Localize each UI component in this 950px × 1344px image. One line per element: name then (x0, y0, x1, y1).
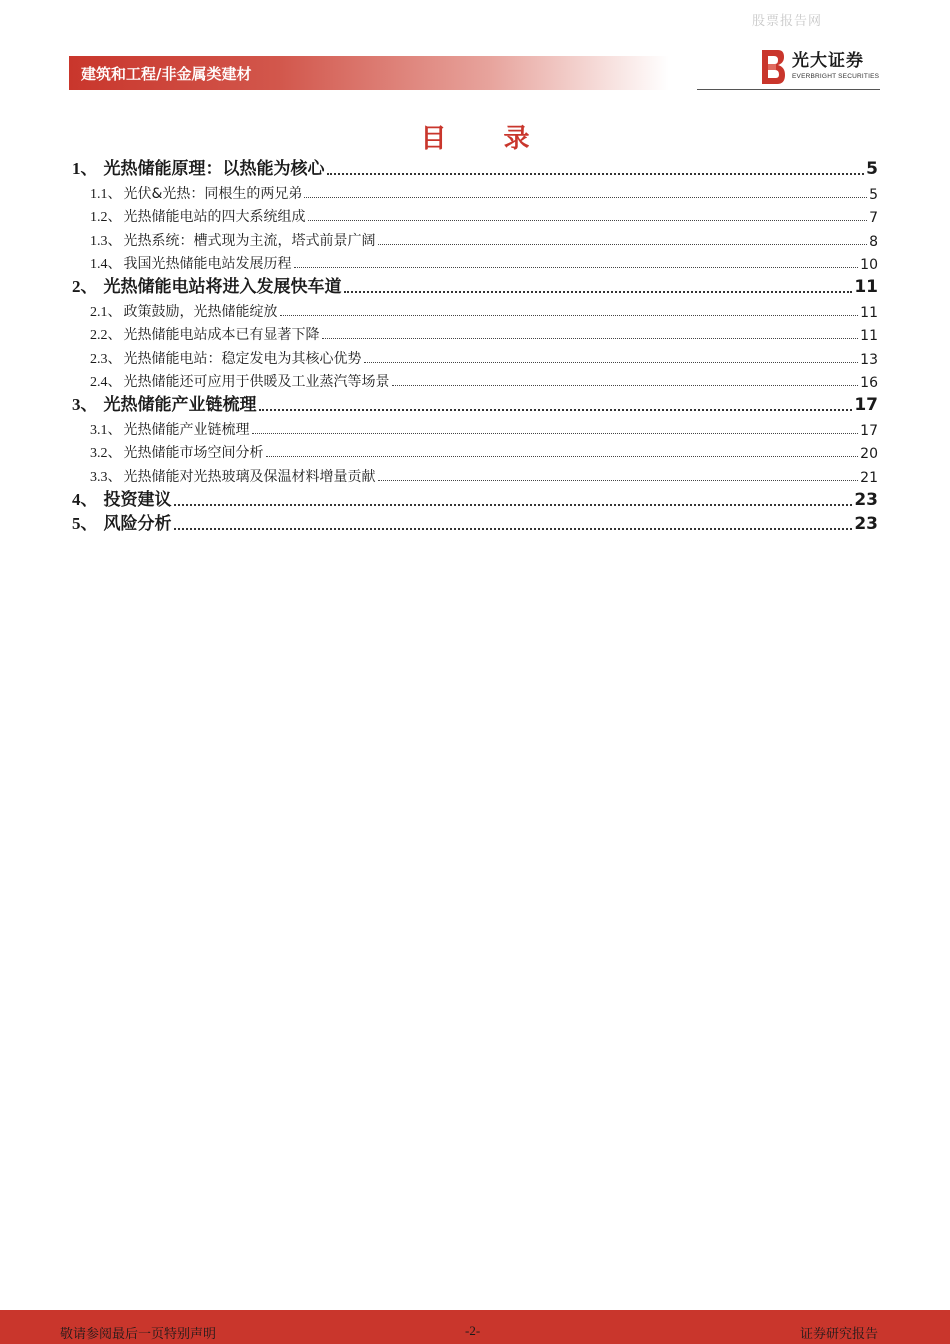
toc-dot-leader (322, 338, 859, 339)
footer-page-number: -2- (465, 1323, 481, 1338)
toc-entry-page: 17 (854, 395, 878, 415)
toc-dot-leader (174, 504, 853, 506)
toc-entry-number: 2.4、 (90, 375, 122, 390)
toc-entry-page: 11 (860, 304, 878, 321)
toc-dot-leader (266, 456, 859, 457)
toc-entry-number: 1.4、 (90, 257, 122, 272)
toc-section-entry[interactable] (72, 439, 878, 463)
table-of-contents (72, 155, 878, 534)
toc-entry-label: 光热储能产业链梳理 (103, 395, 257, 415)
toc-section-entry[interactable] (72, 368, 878, 392)
toc-section-entry[interactable] (72, 203, 878, 227)
toc-entry-page: 8 (869, 233, 878, 250)
watermark: 股票报告网 (752, 14, 823, 29)
footer-doc-type: 证券研究报告 (800, 1327, 879, 1342)
toc-entry-label: 光热储能原理：以热能为核心 (103, 159, 325, 179)
toc-dot-leader (392, 385, 859, 386)
toc-section-entry[interactable] (72, 250, 878, 274)
logo-english-name: EVERBRIGHT SECURITIES (792, 73, 880, 80)
toc-entry-page: 13 (860, 351, 878, 368)
toc-dot-leader (378, 480, 859, 481)
toc-section-entry[interactable] (72, 297, 878, 321)
toc-entry-number: 1、 (72, 159, 98, 178)
toc-entry-label: 光热储能对光热玻璃及保温材料增量贡献 (123, 468, 376, 485)
toc-title: 目 录 (420, 124, 554, 154)
toc-entry-page: 23 (854, 513, 878, 534)
header-category-band (69, 56, 669, 90)
toc-dot-leader (174, 528, 853, 530)
toc-entry-label: 光热储能电站将进入发展快车道 (103, 277, 342, 297)
toc-chapter-entry[interactable] (72, 273, 878, 297)
toc-entry-number: 1.2、 (90, 210, 122, 225)
toc-section-entry[interactable] (72, 179, 878, 203)
toc-entry-label: 我国光热储能电站发展历程 (123, 256, 292, 272)
toc-entry-page: 21 (860, 469, 878, 486)
toc-entry-number: 1.3、 (90, 233, 122, 249)
toc-entry-page: 7 (869, 210, 878, 226)
toc-chapter-entry[interactable] (72, 510, 878, 534)
header-divider (697, 89, 880, 90)
toc-entry-page: 20 (860, 446, 878, 462)
toc-entry-label: 光热储能电站：稳定发电为其核心优势 (123, 350, 362, 367)
toc-chapter-entry[interactable] (72, 391, 878, 415)
toc-chapter-entry[interactable] (72, 486, 878, 510)
logo-chinese-name: 光大证券 (792, 51, 864, 71)
toc-dot-leader (364, 362, 859, 363)
toc-dot-leader (304, 197, 867, 198)
toc-dot-leader (280, 315, 859, 316)
toc-entry-number: 2.2、 (90, 328, 122, 343)
toc-section-entry[interactable] (72, 462, 878, 486)
toc-entry-label: 光热储能电站成本已有显著下降 (123, 327, 320, 343)
toc-section-entry[interactable] (72, 344, 878, 368)
toc-entry-page: 16 (860, 375, 878, 391)
toc-entry-number: 5、 (72, 513, 98, 533)
toc-entry-page: 5 (866, 159, 878, 179)
toc-entry-page: 5 (869, 186, 878, 203)
everbright-logo-icon (762, 50, 786, 84)
toc-entry-page: 23 (854, 489, 878, 510)
toc-entry-number: 3.3、 (90, 469, 122, 485)
toc-entry-number: 2、 (72, 277, 98, 296)
toc-dot-leader (327, 173, 865, 175)
toc-entry-page: 10 (860, 257, 878, 273)
toc-entry-number: 2.1、 (90, 304, 122, 320)
toc-section-entry[interactable] (72, 415, 878, 439)
toc-dot-leader (344, 291, 853, 293)
toc-dot-leader (259, 409, 853, 411)
toc-entry-page: 11 (860, 328, 878, 344)
footer-disclaimer: 敬请参阅最后一页特别声明 (60, 1327, 217, 1342)
toc-entry-number: 4、 (72, 489, 98, 509)
toc-entry-page: 11 (854, 277, 878, 297)
toc-entry-number: 3.2、 (90, 446, 122, 461)
toc-entry-label: 光热储能产业链梳理 (123, 421, 250, 438)
toc-entry-number: 2.3、 (90, 351, 122, 367)
toc-entry-label: 光热储能市场空间分析 (123, 445, 264, 461)
toc-dot-leader (294, 267, 859, 268)
toc-dot-leader (252, 433, 859, 434)
toc-dot-leader (378, 244, 868, 245)
toc-entry-number: 3.1、 (90, 422, 122, 438)
toc-entry-number: 1.1、 (90, 186, 122, 202)
toc-section-entry[interactable] (72, 226, 878, 250)
toc-entry-label: 光热系统：槽式现为主流，塔式前景广阔 (123, 232, 376, 249)
toc-chapter-entry[interactable] (72, 155, 878, 179)
toc-entry-label: 光热储能还可应用于供暖及工业蒸汽等场景 (123, 374, 390, 390)
toc-entry-page: 17 (860, 422, 878, 439)
toc-entry-label: 政策鼓励，光热储能绽放 (123, 303, 278, 320)
toc-section-entry[interactable] (72, 321, 878, 345)
toc-entry-label: 光伏&光热：同根生的两兄弟 (123, 185, 303, 202)
toc-dot-leader (308, 220, 868, 221)
toc-entry-label: 风险分析 (103, 513, 172, 534)
toc-entry-number: 3、 (72, 395, 98, 414)
everbright-logo (762, 50, 879, 84)
toc-entry-label: 光热储能电站的四大系统组成 (123, 209, 306, 225)
header-category: 建筑和工程/非金属类建材 (81, 64, 252, 83)
toc-entry-label: 投资建议 (103, 489, 172, 510)
